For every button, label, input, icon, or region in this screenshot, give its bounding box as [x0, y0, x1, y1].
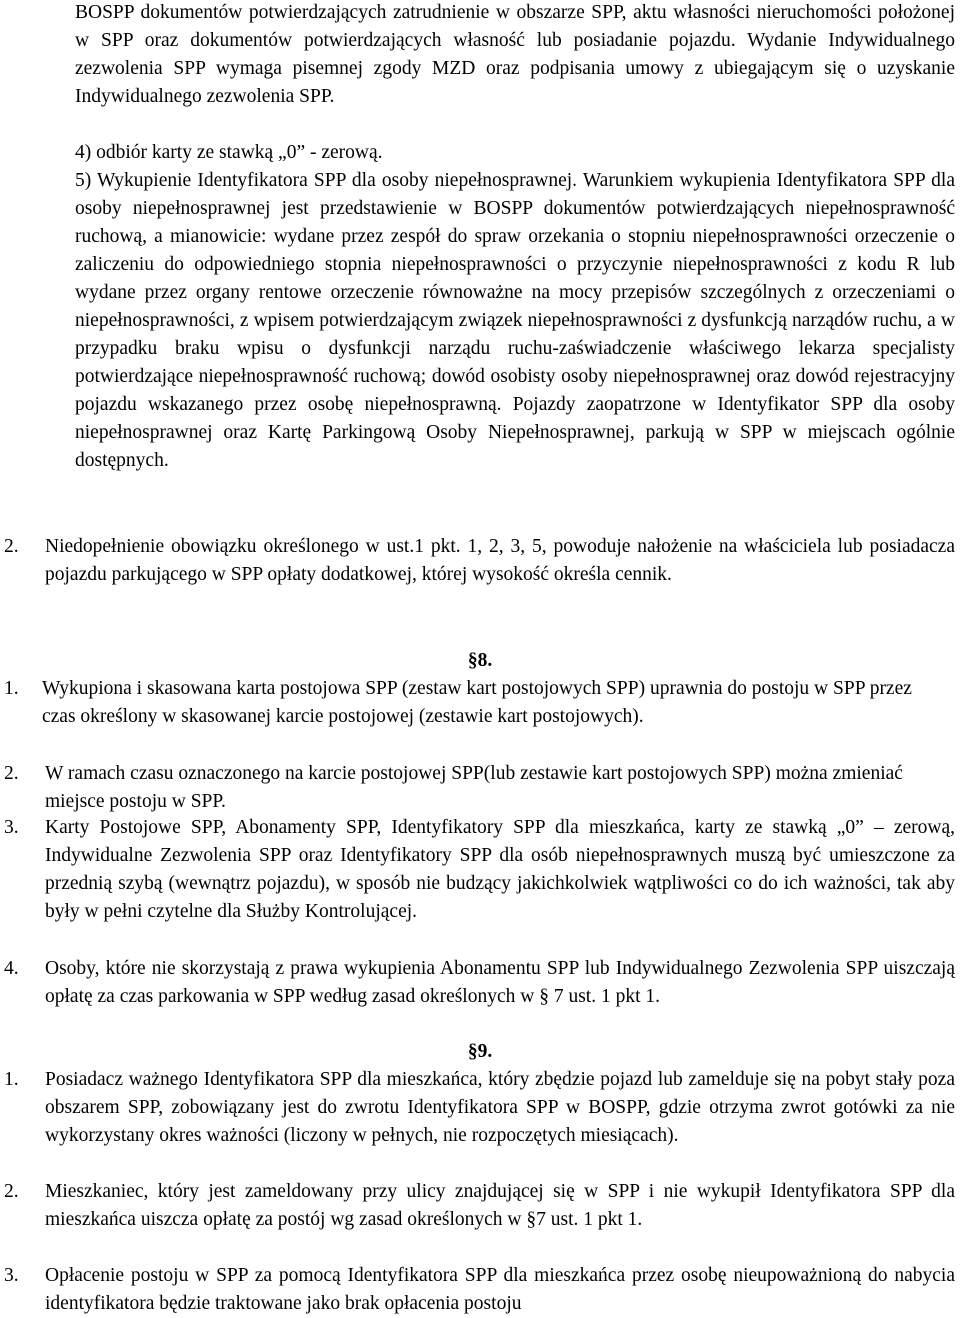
list-number: 2. — [4, 536, 19, 557]
paragraph-8-2: W ramach czasu oznaczonego na karcie postojowej SPP(lub zestawie kart postojowych SPP) można zmieniać miejsce postoju w SPP. — [45, 763, 903, 812]
list-number: 2. — [4, 763, 19, 784]
paragraph-9-2: Mieszkaniec, który jest zameldowany przy ulicy znajdującej się w SPP i nie wykupił Identyfikatora SPP dla mieszkańca uiszcza opłatę za postój wg zasad określonych w §7 ust. 1 pkt 1. — [45, 1181, 955, 1230]
paragraph-9-3: Opłacenie postoju w SPP za pomocą Identyfikatora SPP dla mieszkańca przez osobę nieupoważnioną do nabycia identyfikatora będzie traktowane jako brak opłacenia postoju — [45, 1265, 955, 1314]
paragraph-7-2: Niedopełnienie obowiązku określonego w ust.1 pkt. 1, 2, 3, 5, powoduje nałożenie na właściciela lub posiadacza pojazdu parkującego w SPP opłaty dodatkowej, której wysokość określa cennik. — [45, 536, 955, 585]
list-number: 3. — [4, 1265, 19, 1286]
list-number: 4. — [4, 958, 19, 979]
list-number: 1. — [4, 678, 19, 699]
paragraph-8-1: Wykupiona i skasowana karta postojowa SPP (zestaw kart postojowych SPP) uprawnia do postoju w SPP przez czas określony w skasowanej karcie postojowej (zestawie kart postojowych). — [42, 678, 912, 727]
list-number: 2. — [4, 1181, 19, 1202]
paragraph-8-4: Osoby, które nie skorzystają z prawa wykupienia Abonamentu SPP lub Indywidualnego Zezwolenia SPP uiszczają opłatę za czas parkowania w SPP według zasad określonych w § 7 ust. 1 pkt 1. — [45, 958, 955, 1007]
list-item-5: 5) Wykupienie Identyfikatora SPP dla osoby niepełnosprawnej. Warunkiem wykupienia Identyfikatora SPP dla osoby niepełnosprawnej jest przedstawienie w BOSPP dokumentów potwierdzających niepełnosprawność ruchową, a mianowicie: wydane przez zespół do spraw orzekania o stopniu niepełnosprawności orzeczenie o zaliczeniu do odpowiedniego stopnia niepełnosprawności o przyczynie niepełnosprawności z kodu R lub wydane przez organy rentowe orzeczenie równoważne na mocy przepisów szczególnych z orzeczeniami o niepełnosprawności, z wpisem potwierdzającym związek niepełnosprawności z dysfunkcją narządów ruchu, a w przypadku braku wpisu o dysfunkcji narządu ruchu-zaświadczenie właściwego lekarza specjalisty potwierdzające niepełnosprawność ruchową; dowód osobisty osoby niepełnosprawnej oraz dowód rejestracyjny pojazdu wskazanego przez osobę niepełnosprawną. Pojazdy zaopatrzone w Identyfikator SPP dla osoby niepełnosprawnej oraz Kartę Parkingową Osoby Niepełnosprawnej, parkują w SPP w miejscach ogólnie dostępnych. — [75, 170, 955, 471]
section-heading-8: §8. — [467, 650, 493, 671]
paragraph-8-3: Karty Postojowe SPP, Abonamenty SPP, Identyfikatory SPP dla mieszkańca, karty ze stawką „0” – zerową, Indywidualne Zezwolenia SPP oraz Identyfikatory SPP dla osób niepełnosprawnych muszą być umieszczone za przednią szybą (wewnątrz pojazdu), w sposób nie budzący jakichkolwiek wątpliwości co do ich ważności, tak aby były w pełni czytelne dla Służby Kontrolującej. — [45, 817, 955, 922]
paragraph-9-1: Posiadacz ważnego Identyfikatora SPP dla mieszkańca, który zbędzie pojazd lub zamelduje się na pobyt stały poza obszarem SPP, zobowiązany jest do zwrotu Identyfikatora SPP w BOSPP, gdzie otrzyma zwrot gotówki za nie wykorzystany okres ważności (liczony w pełnych, nie rozpoczętych miesiącach). — [45, 1069, 955, 1146]
list-number: 1. — [4, 1069, 19, 1090]
list-number: 3. — [4, 817, 19, 838]
list-item-4: 4) odbiór karty ze stawką „0” - zerową. — [75, 142, 383, 163]
paragraph-bospp-continuation: BOSPP dokumentów potwierdzających zatrudnienie w obszarze SPP, aktu własności nieruchomości położonej w SPP oraz dokumentów potwierdzających własność lub posiadanie pojazdu. Wydanie Indywidualnego zezwolenia SPP wymaga pisemnej zgody MZD oraz podpisania umowy z ubiegającym się o uzyskanie Indywidualnego zezwolenia SPP. — [75, 2, 955, 107]
section-heading-9: §9. — [467, 1041, 493, 1062]
